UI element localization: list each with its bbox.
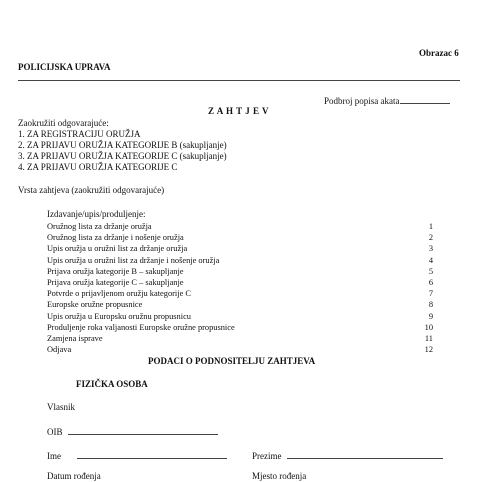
request-group-label: Izdavanje/upis/produljenje: — [47, 209, 146, 219]
request-type-number: 11 — [424, 333, 433, 343]
document-title: Z A H T J E V — [208, 106, 270, 116]
request-type-item[interactable] — [47, 277, 433, 288]
purpose-option-2[interactable]: 2. ZA PRIJAVU ORUŽJA KATEGORIJE B (sakupljanje) — [18, 140, 227, 150]
request-type-item[interactable] — [47, 333, 433, 344]
request-type-number: 5 — [428, 266, 433, 276]
request-type-text: Oružnog lista za držanje oružja — [47, 222, 152, 231]
applicant-section-title: PODACI O PODNOSITELJU ZAHTJEVA — [148, 356, 316, 366]
request-type-item[interactable] — [47, 255, 433, 266]
request-type-list — [47, 221, 433, 355]
purpose-option-1[interactable]: 1. ZA REGISTRACIJU ORUŽJA — [18, 129, 141, 139]
purpose-instruction: Zaokružiti odgovarajuće: — [18, 118, 109, 128]
pob-label: Mjesto rođenja — [252, 471, 307, 481]
request-type-item[interactable] — [47, 288, 433, 299]
surname-label: Prezime — [252, 451, 282, 461]
oib-field[interactable] — [47, 426, 218, 438]
request-type-text: Oružnog lista za držanje i nošenje oružja — [47, 233, 184, 243]
request-type-item[interactable] — [47, 221, 433, 232]
request-type-number: 10 — [424, 322, 433, 332]
request-type-text: Produljenje roka valjanosti Europske oružne propusnice — [47, 322, 235, 332]
request-type-item[interactable] — [47, 322, 433, 333]
request-type-text: Europske oružne propusnice — [47, 300, 143, 310]
request-type-text: Potvrde o prijavljenom oružju kategorije C — [47, 289, 191, 299]
request-type-text: Prijava oružja kategorije B – sakupljanje — [47, 266, 184, 276]
request-type-item[interactable] — [47, 299, 433, 310]
dob-label: Datum rođenja — [47, 471, 101, 481]
register-number-line — [400, 95, 450, 104]
request-type-item[interactable] — [47, 266, 433, 277]
request-type-text: Upis oružja u Europsku oružnu propusnicu — [47, 311, 191, 321]
request-type-label: Vrsta zahtjeva (zaokružiti odgovarajuće) — [18, 185, 165, 195]
request-type-number: 9 — [428, 311, 433, 321]
header-divider — [18, 80, 460, 81]
request-type-number: 7 — [428, 289, 433, 299]
request-type-number: 12 — [424, 345, 433, 355]
form-number: Obrazac 6 — [419, 48, 459, 58]
authority-label: POLICIJSKA UPRAVA — [18, 62, 111, 72]
name-label: Ime — [47, 451, 61, 461]
request-type-number: 4 — [428, 255, 433, 265]
request-type-item[interactable] — [47, 232, 433, 243]
surname-field[interactable] — [252, 450, 443, 462]
request-type-number: 3 — [428, 244, 433, 254]
request-type-text: Upis oružja u oružni list za držanje i nošenje oružja — [47, 255, 220, 265]
register-number-label: Podbroj popisa akata — [324, 96, 400, 106]
register-number-field[interactable] — [324, 95, 450, 107]
surname-line — [287, 450, 443, 459]
name-line — [77, 450, 227, 459]
request-type-number: 8 — [428, 300, 433, 310]
request-type-text: Prijava oružja kategorije C – sakupljanje — [47, 277, 184, 287]
request-type-number: 2 — [428, 233, 433, 243]
request-type-text: Zamjena isprave — [47, 333, 103, 343]
request-type-number: 6 — [428, 277, 433, 287]
request-type-text: Upis oružja u oružni list za držanje oružja — [47, 244, 188, 254]
request-type-text: Odjava — [47, 345, 72, 355]
oib-label: OIB — [47, 427, 63, 437]
request-type-item[interactable] — [47, 243, 433, 254]
request-type-item[interactable] — [47, 311, 433, 322]
request-type-item[interactable] — [47, 344, 433, 355]
natural-person-heading: FIZIČKA OSOBA — [76, 379, 148, 389]
owner-label: Vlasnik — [47, 402, 75, 412]
oib-line — [68, 426, 218, 435]
purpose-option-3[interactable]: 3. ZA PRIJAVU ORUŽJA KATEGORIJE C (sakupljanje) — [18, 151, 227, 161]
purpose-option-4[interactable]: 4. ZA PRIJAVU ORUŽJA KATEGORIJE C — [18, 162, 178, 172]
name-field[interactable] — [47, 450, 227, 462]
request-type-number: 1 — [428, 222, 433, 231]
